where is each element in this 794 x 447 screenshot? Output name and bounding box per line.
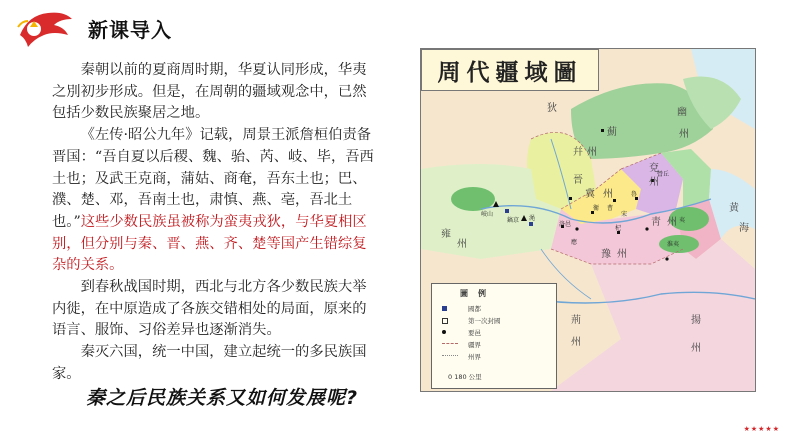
paragraph-3: 到春秋战国时期，西北与北方各少数民族大举内徙，在中原造成了各族交错相处的局面，原来的语言、服饰、习俗差异也逐渐消失。	[52, 279, 367, 339]
map-label-qishan: 岐山	[481, 211, 494, 218]
map-label-huaiyi: 淮夷	[667, 241, 680, 248]
map-label-jin: 晉	[573, 175, 583, 186]
map-label-haojing: 鎬京	[507, 217, 520, 224]
paragraph-2-text: 《左传·昭公九年》记载，周景王派詹桓伯责备晋国：“吾自夏以后稷、魏、骀、芮、岐、毕，吾西土也；及武王克商，蒲姑、商奄，吾东土也；巴、濮、楚、邓，吾南土也，肃慎、燕、亳，吾北土也。”	[52, 127, 374, 230]
paragraph-2	[52, 125, 380, 277]
map-label-ji-north: 冀	[585, 189, 595, 200]
map-label-wey: 衛	[593, 205, 600, 212]
legend-item-fief: 第一次封國	[468, 317, 501, 325]
map-label-song: 宋	[621, 211, 628, 218]
map-label-di: 狄	[547, 103, 557, 114]
map-label-jing: 荊	[571, 315, 581, 326]
fief-symbol-icon	[442, 318, 448, 324]
scale-label: 0 180 公里	[448, 373, 482, 381]
map-label-ji-zhou: 州	[603, 189, 613, 200]
legend-title: 圖例	[460, 289, 496, 298]
map-label-yu-zhou: 州	[617, 249, 627, 260]
map-label-qi-fief: 杞	[615, 225, 622, 232]
map-label-yan: 兗	[649, 163, 659, 174]
map-label-cao: 曹	[607, 205, 614, 212]
paragraph-1: 秦朝以前的夏商周时期，华夏认同形成，华夷之別初步形成。但是，在周朝的疆域观念中，已然包括少数民族聚居之地。	[52, 62, 367, 122]
highlight-text: 这些少数民族虽被称为蛮夷戎狄，与华夏相区别，但分别与秦、晋、燕、齐、楚等国产生错综复杂的关系。	[52, 213, 367, 274]
map-label-mian: 渑	[529, 215, 536, 222]
legend-item-province: 州界	[468, 353, 481, 361]
question-text: 秦之后民族关系又如何发展呢?	[86, 387, 359, 409]
map-label-yong-zhou: 州	[457, 239, 467, 250]
town-symbol-icon	[442, 330, 446, 334]
map-title: 周代疆域圖	[421, 49, 599, 91]
border-symbol-icon	[442, 343, 458, 344]
map-label-yi: 夷	[679, 217, 686, 224]
map-label-bing-zhou: 州	[587, 147, 597, 158]
province-border-symbol-icon	[442, 355, 458, 356]
map-label-yong: 雍	[441, 229, 451, 240]
map-label-yingqiu: 營丘	[657, 171, 670, 178]
map-label-jing-zhou: 州	[571, 337, 581, 348]
legend-item-capital: 國都	[468, 305, 481, 313]
body-text	[52, 60, 380, 386]
map-label-you-zhou: 州	[679, 129, 689, 140]
map-label-yu: 豫	[601, 249, 611, 260]
map-label-you: 幽	[677, 107, 687, 118]
map-label-ji-city: 薊	[607, 127, 617, 138]
map-label-ying: 應	[571, 239, 578, 246]
paragraph-4: 秦灭六国，统一中国，建立起统一的多民族国家。	[52, 344, 367, 382]
map-label-luoyi: 洛邑	[559, 221, 572, 228]
capital-symbol-icon	[442, 306, 447, 311]
section-title: 新课导入	[88, 18, 172, 42]
map-label-hai: 海	[739, 223, 749, 234]
map-label-lu: 魯	[631, 191, 638, 198]
map-label-qing: 靑	[651, 217, 661, 228]
map-label-yang: 揚	[691, 315, 701, 326]
map-legend	[431, 283, 557, 389]
legend-item-town: 要邑	[468, 329, 481, 337]
decorative-stars: ★★★★★	[743, 425, 780, 433]
map-label-huang: 黄	[729, 203, 739, 214]
map-label-yang-zhou: 州	[691, 343, 701, 354]
zhou-dynasty-map	[420, 48, 756, 392]
map-label-qing-zhou: 州	[667, 217, 677, 228]
legend-item-border: 疆界	[468, 341, 481, 349]
map-label-bing: 幷	[573, 147, 583, 158]
map-label-yan-zhou: 州	[649, 177, 659, 188]
logo	[14, 5, 76, 49]
